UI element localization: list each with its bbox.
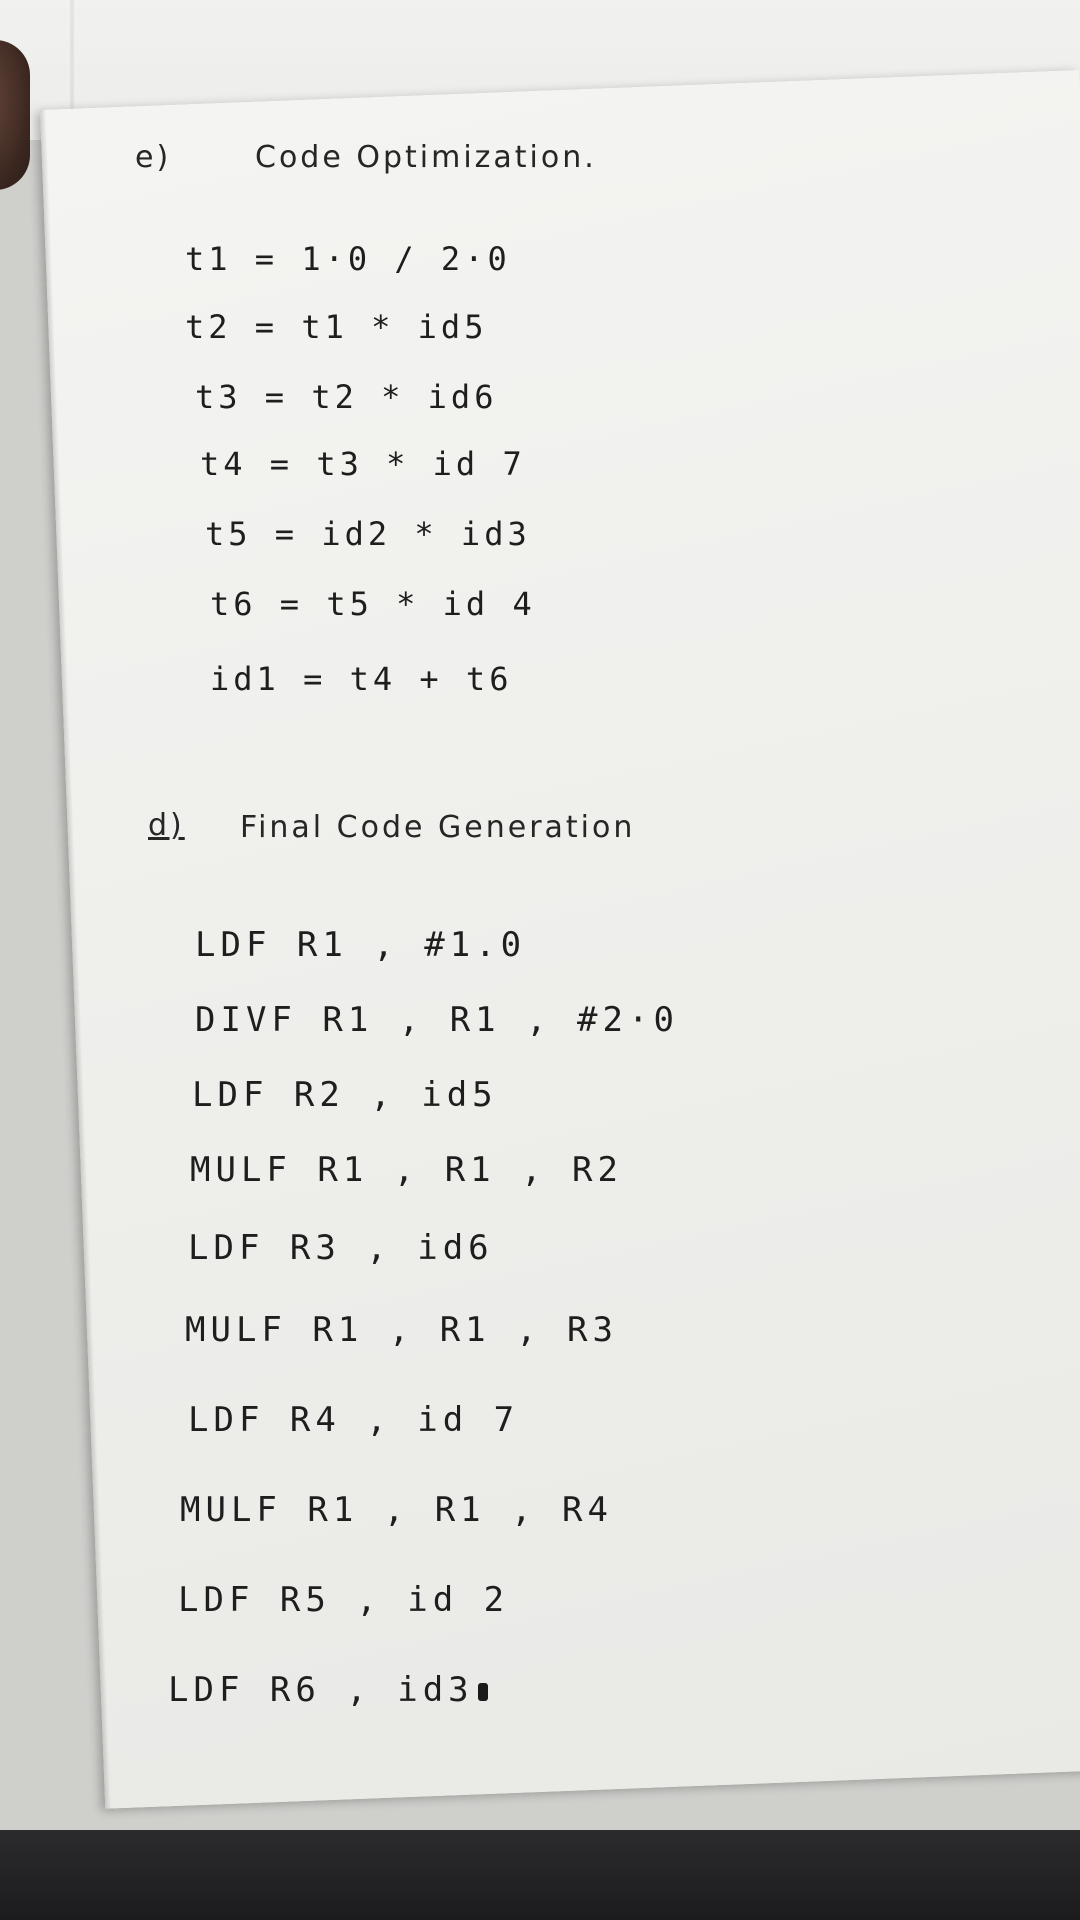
optimization-line-4: t4 = t3 * id 7 bbox=[200, 445, 526, 483]
ink-blot bbox=[478, 1683, 488, 1701]
optimization-line-6: t6 = t5 * id 4 bbox=[210, 585, 536, 623]
section-d-title: Final Code Generation bbox=[240, 810, 636, 845]
section-e-title: Code Optimization. bbox=[255, 140, 597, 175]
codegen-line-2: DIVF R1 , R1 , #2·0 bbox=[195, 1000, 679, 1040]
codegen-line-10-text: LDF R6 , id3 bbox=[168, 1670, 474, 1710]
optimization-line-7: id1 = t4 + t6 bbox=[210, 660, 513, 698]
codegen-line-9: LDF R5 , id 2 bbox=[178, 1580, 510, 1620]
codegen-line-10 bbox=[168, 1670, 488, 1710]
codegen-line-1: LDF R1 , #1.0 bbox=[195, 925, 527, 965]
optimization-line-3: t3 = t2 * id6 bbox=[195, 378, 498, 416]
section-d-label: d) bbox=[148, 808, 185, 843]
optimization-line-2: t2 = t1 * id5 bbox=[185, 308, 488, 346]
codegen-line-3: LDF R2 , id5 bbox=[192, 1075, 498, 1115]
codegen-line-5: LDF R3 , id6 bbox=[188, 1228, 494, 1268]
codegen-line-6: MULF R1 , R1 , R3 bbox=[185, 1310, 618, 1350]
codegen-line-8: MULF R1 , R1 , R4 bbox=[180, 1490, 613, 1530]
section-e-label: e) bbox=[135, 140, 172, 175]
optimization-line-1: t1 = 1·0 / 2·0 bbox=[185, 240, 511, 278]
codegen-line-7: LDF R4 , id 7 bbox=[188, 1400, 520, 1440]
optimization-line-5: t5 = id2 * id3 bbox=[205, 515, 531, 553]
codegen-line-4: MULF R1 , R1 , R2 bbox=[190, 1150, 623, 1190]
